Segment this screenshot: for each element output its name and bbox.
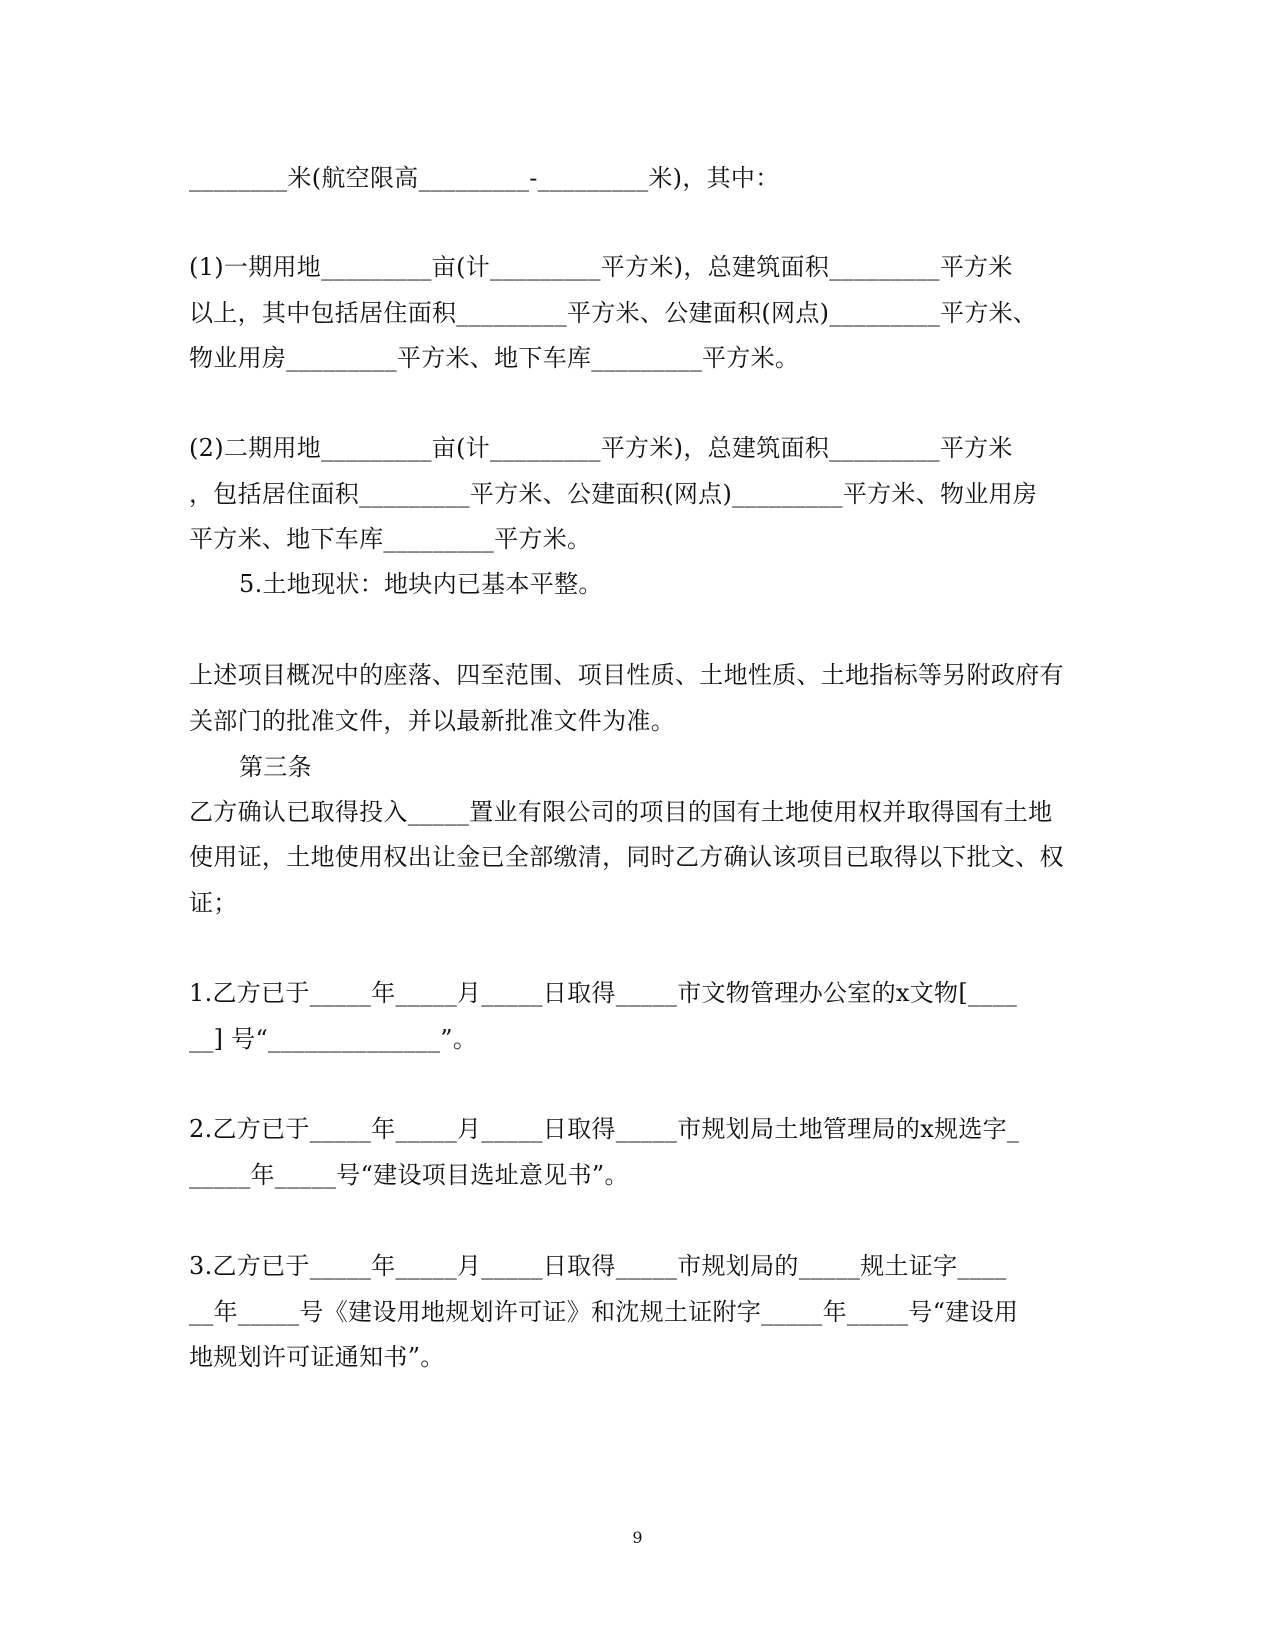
text-line: 1.乙方已于_____年_____月_____日取得_____市文物管理办公室的x文物[____ bbox=[189, 979, 1018, 1007]
text-line: 上述项目概况中的座落、四至范围、项目性质、土地性质、土地指标等另附政府有 bbox=[189, 661, 1064, 689]
text-line: 以上，其中包括居住面积_________平方米、公建面积(网点)_________平方米、 bbox=[189, 299, 1038, 327]
text-line: 平方米、地下车库_________平方米。 bbox=[189, 525, 592, 553]
page-number: 9 bbox=[632, 1528, 643, 1547]
text-line: (1)一期用地_________亩(计_________平方米)，总建筑面积_________平方米 bbox=[189, 253, 1013, 281]
text-line: __] 号“______________”。 bbox=[189, 1025, 478, 1053]
text-line: 乙方确认已取得投入_____置业有限公司的项目的国有土地使用权并取得国有土地 bbox=[189, 798, 1053, 826]
text-line: __年_____号《建设用地规划许可证》和沈规土证附字_____年_____号“建设用 bbox=[189, 1298, 1019, 1326]
text-line: (2)二期用地_________亩(计_________平方米)，总建筑面积_________平方米 bbox=[189, 434, 1013, 462]
text-line: 使用证，土地使用权出让金已全部缴清，同时乙方确认该项目已取得以下批文、权 bbox=[189, 843, 1064, 871]
text-line: 关部门的批准文件，并以最新批准文件为准。 bbox=[189, 707, 675, 735]
text-line: 证； bbox=[189, 889, 238, 917]
section-heading: 第三条 bbox=[239, 753, 312, 781]
text-line: 3.乙方已于_____年_____月_____日取得_____市规划局的_____规土证字____ bbox=[189, 1252, 1007, 1280]
text-line: 5.土地现状：地块内已基本平整。 bbox=[239, 570, 603, 598]
text-line: _____年_____号“建设项目选址意见书”。 bbox=[189, 1161, 629, 1189]
text-line: 物业用房_________平方米、地下车库_________平方米。 bbox=[189, 344, 800, 372]
text-line: 地规划许可证通知书”。 bbox=[189, 1343, 445, 1371]
text-line: 2.乙方已于_____年_____月_____日取得_____市规划局土地管理局的x规选字_ bbox=[189, 1115, 1020, 1143]
text-line: ________米(航空限高_________-_________米)，其中： bbox=[189, 164, 780, 192]
text-line: ，包括居住面积_________平方米、公建面积(网点)_________平方米、物业用房 bbox=[189, 480, 1038, 508]
